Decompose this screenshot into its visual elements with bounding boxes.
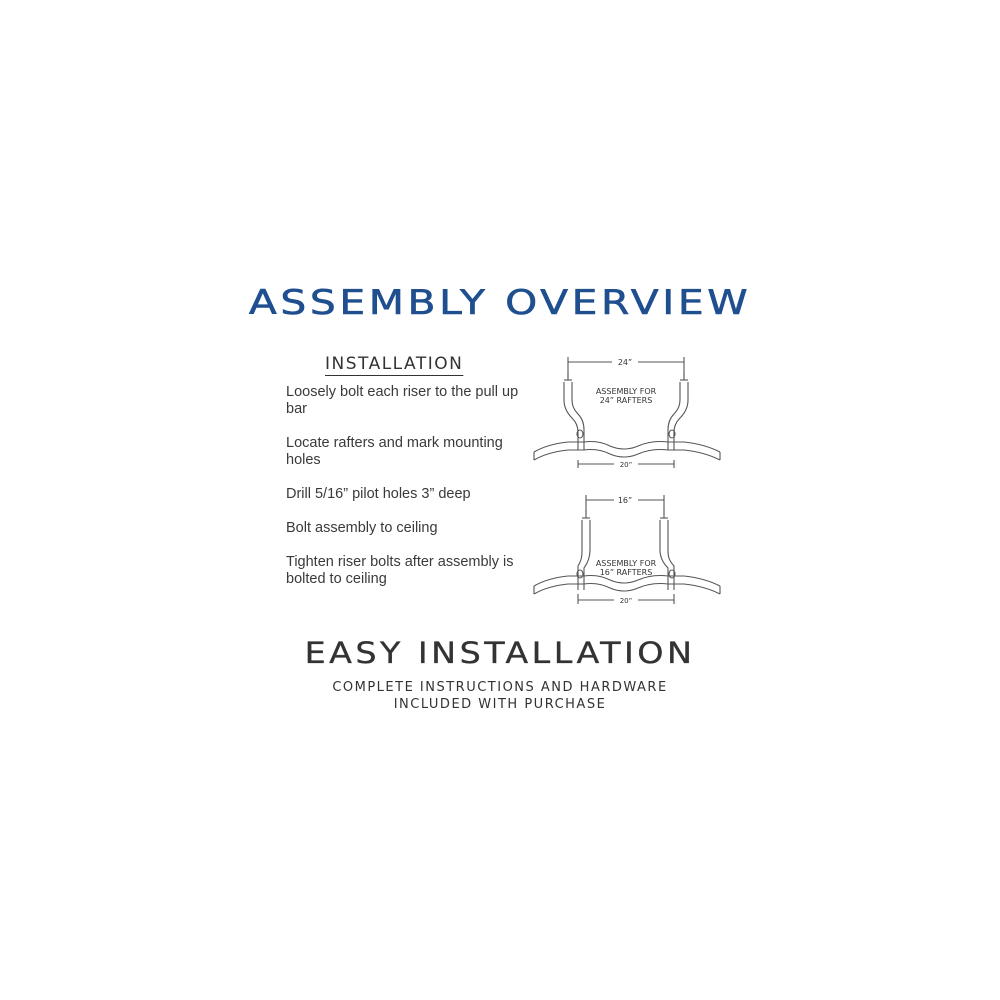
left-riser: [578, 520, 582, 590]
installation-heading: INSTALLATION: [325, 354, 464, 374]
bottom-dimension-label: 20”: [619, 461, 633, 469]
installation-steps: [286, 384, 526, 605]
diagram-label-line2: 24” RAFTERS: [599, 396, 653, 405]
pullup-bar-diagram-16: [528, 490, 728, 610]
pullup-bar-diagram-24: [528, 350, 728, 470]
top-dimension-label: 24”: [617, 358, 633, 367]
page-title: ASSEMBLY OVERVIEW: [248, 283, 752, 323]
step-4: Bolt assembly to ceiling: [286, 520, 438, 536]
right-riser: [668, 520, 674, 590]
step-2: Locate rafters and mark mounting holes: [286, 435, 503, 468]
footer-line-2: INCLUDED WITH PURCHASE: [393, 697, 607, 712]
step-1: Loosely bolt each riser to the pull up bar: [286, 384, 519, 417]
assembly-diagram-24: [528, 350, 728, 470]
diagram-label-line2: 16” RAFTERS: [599, 568, 653, 577]
assembly-diagram-16: [528, 490, 728, 610]
bottom-dimension-label: 20”: [619, 597, 633, 605]
step-3: Drill 5/16” pilot holes 3” deep: [286, 486, 471, 502]
right-riser: [674, 382, 688, 450]
easy-installation-headline: EASY INSTALLATION: [304, 636, 696, 670]
top-dimension-label: 16”: [617, 496, 633, 505]
left-riser: [564, 382, 578, 450]
footer-line-1: COMPLETE INSTRUCTIONS AND HARDWARE: [332, 680, 668, 695]
diagram-label-line1: ASSEMBLY FOR: [595, 559, 657, 568]
diagram-label-line1: ASSEMBLY FOR: [595, 387, 657, 396]
step-5: Tighten riser bolts after assembly is bolted to ceiling: [286, 554, 514, 587]
